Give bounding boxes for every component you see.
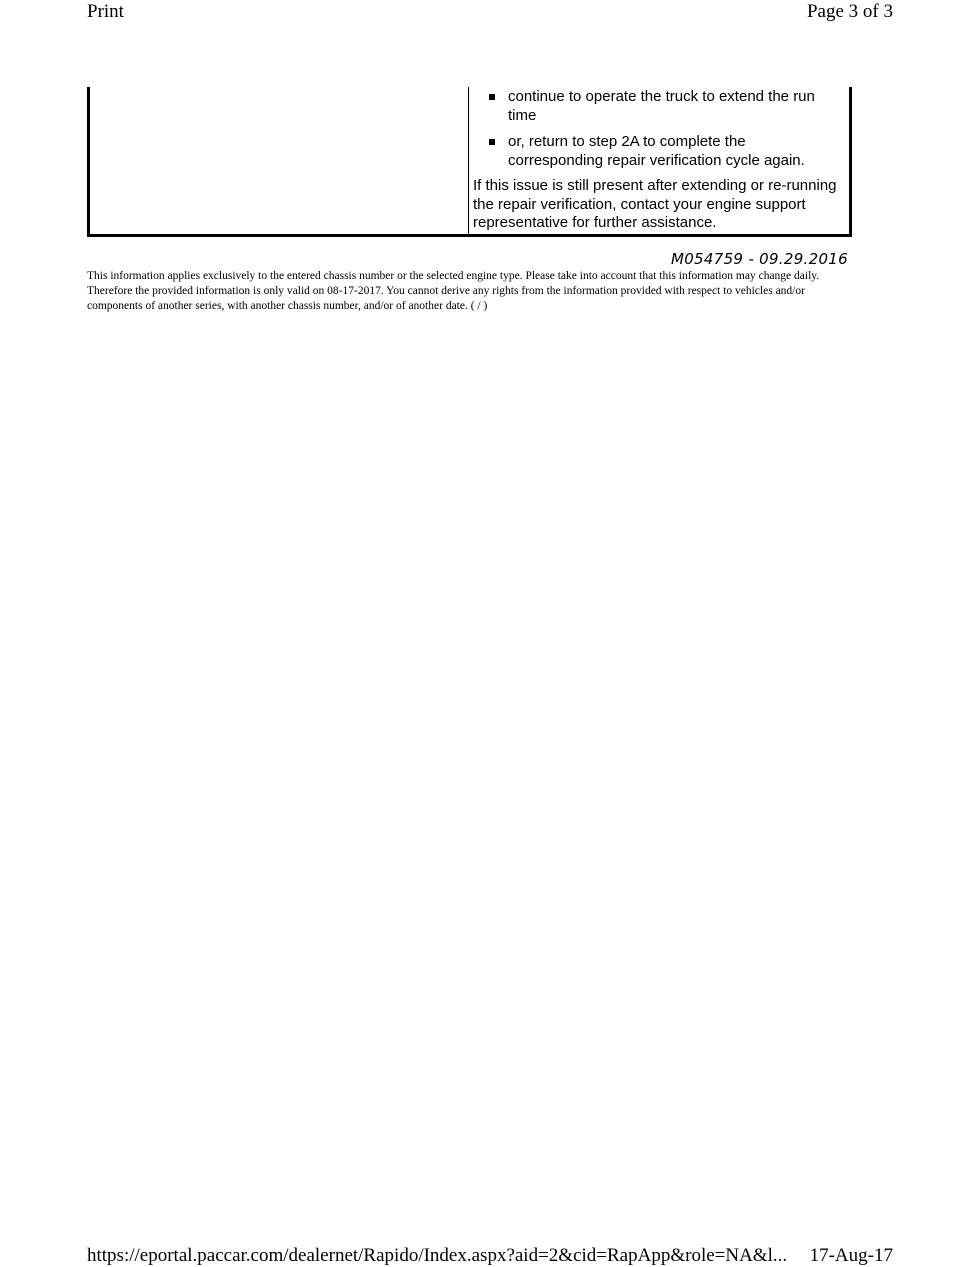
list-item-text: continue to operate the truck to extend the run time (508, 88, 815, 124)
table-left-cell (90, 87, 468, 234)
footer-date: 17-Aug-17 (809, 1245, 893, 1266)
print-header-title: Print (87, 1, 124, 22)
list-item (487, 133, 839, 170)
procedure-table (87, 87, 852, 237)
further-assistance-note: If this issue is still present after extending or re-running the repair verification, contact your engine support representative for further assistance. (473, 177, 837, 231)
list-item-text: or, return to step 2A to complete the corresponding repair verification cycle again. (508, 133, 805, 169)
page-number: Page 3 of 3 (806, 1, 893, 22)
footer-url: https://eportal.paccar.com/dealernet/Rapido/Index.aspx?aid=2&cid=RapApp&role=NA&l... (87, 1245, 788, 1266)
list-item (487, 88, 839, 125)
document-id: M054759 - 09.29.2016 (670, 250, 848, 268)
table-right-cell (468, 87, 849, 234)
square-bullet-icon (489, 94, 495, 100)
bullet-list (487, 88, 839, 178)
disclaimer-text: This information applies exclusively to the entered chassis number or the selected engine type. Please take into account that this information may change daily. Therefore the provided information is only valid on 08-17-2017. You cannot derive any rights from the information provided with respect to vehicles and/or components of another series, with another chassis number, and/or of another date. ( / ) (87, 270, 820, 312)
square-bullet-icon (489, 139, 495, 145)
